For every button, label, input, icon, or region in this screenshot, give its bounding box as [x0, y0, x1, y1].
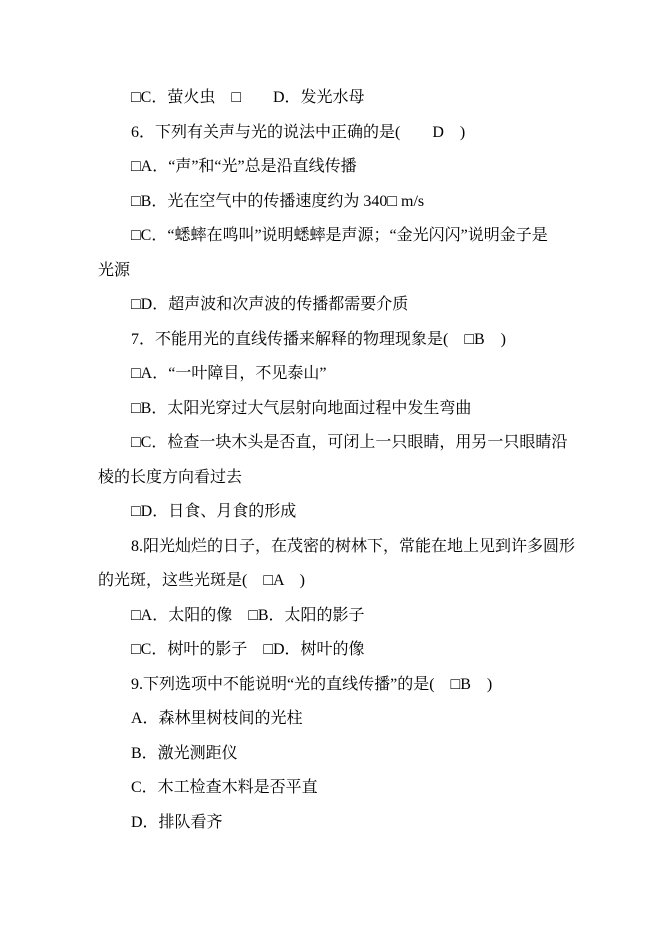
q6-option-b: □B．光在空气中的传播速度约为 340□ m/s [131, 192, 425, 210]
q6-option-a: □A．“声”和“光”总是沿直线传播 [131, 158, 357, 175]
q7-option-c-continued: 棱的长度方向看过去 [98, 468, 243, 486]
q6-option-d: □D．超声波和次声波的传播都需要介质 [131, 296, 409, 313]
question-8: 8.阳光灿烂的日子，在茂密的树林下，常能在地上见到许多圆形 [131, 537, 576, 555]
q9-option-c: C．木工检查木料是否平直 [131, 779, 318, 796]
q9-option-b: B．激光测距仪 [131, 744, 238, 762]
question-6: 6．下列有关声与光的说法中正确的是( D ) [131, 123, 466, 141]
q7-option-b: □B．太阳光穿过大气层射向地面过程中发生弯曲 [131, 399, 472, 417]
q8-options-c-d: □C．树叶的影子 □D．树叶的像 [131, 641, 365, 658]
question-7: 7．不能用光的直线传播来解释的物理现象是( □B ) [131, 330, 506, 348]
q7-option-d: □D．日食、月食的形成 [131, 503, 297, 520]
q6-option-c-continued: 光源 [98, 261, 131, 279]
q6-option-c: □C．“蟋蟀在鸣叫”说明蟋蟀是声源；“金光闪闪”说明金子是 [131, 227, 548, 244]
q8-options-a-b: □A．太阳的像 □B．太阳的影子 [131, 606, 365, 624]
question-8-continued: 的光斑，这些光斑是( □A ) [98, 572, 305, 589]
q9-option-d: D．排队看齐 [131, 813, 223, 831]
q7-option-a: □A．“一叶障目，不见泰山” [131, 365, 327, 382]
q5-options-c-d: □C．萤火虫 □ D．发光水母 [131, 89, 365, 106]
question-9: 9.下列选项中不能说明“光的直线传播”的是( □B ) [131, 675, 493, 693]
q7-option-c: □C．检查一块木头是否直，可闭上一只眼睛，用另一只眼睛沿 [131, 434, 568, 451]
document-body [98, 81, 621, 840]
q9-option-a: A．森林里树枝间的光柱 [131, 710, 303, 727]
